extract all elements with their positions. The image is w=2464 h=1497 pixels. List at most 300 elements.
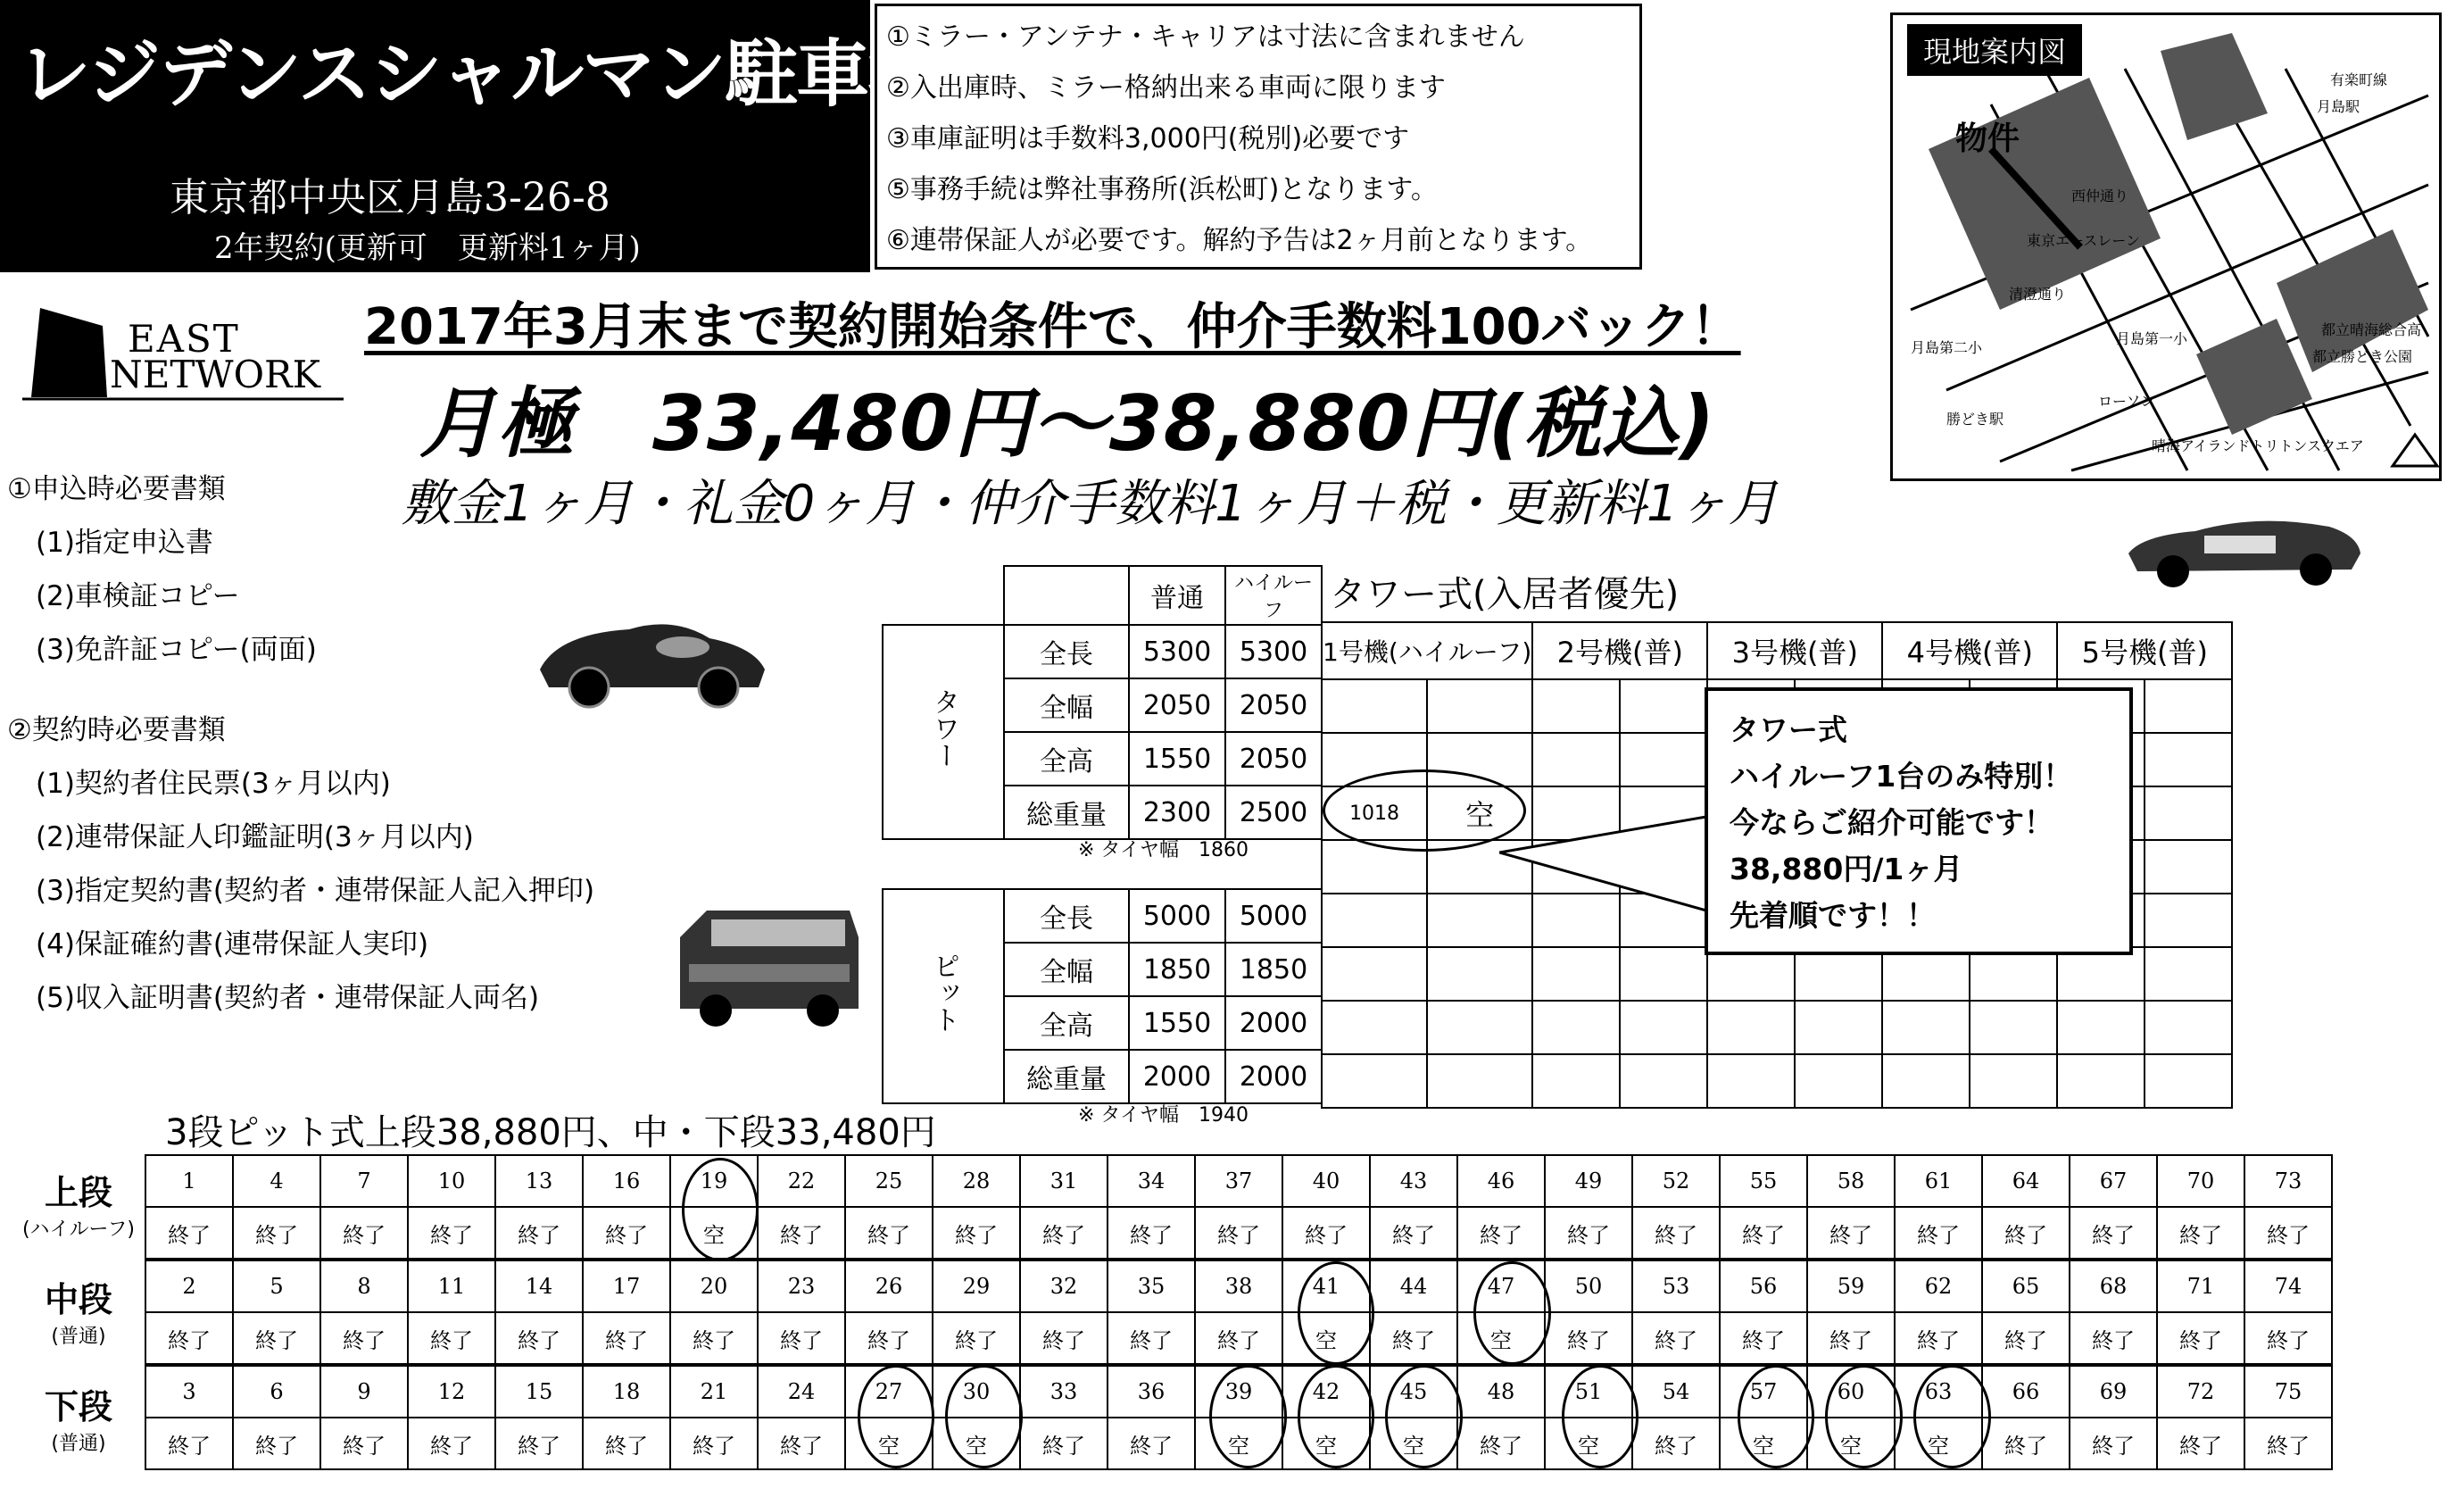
tower-spec-table xyxy=(882,565,1323,840)
pit-number-cell: 25 xyxy=(845,1155,933,1207)
pit-status-cell: 空 xyxy=(1545,1418,1632,1469)
pit-status-cell: 空 xyxy=(1370,1418,1457,1469)
tower-cell xyxy=(2145,1001,2232,1054)
pit-number-cell: 17 xyxy=(583,1260,670,1312)
pit-status-cell: 終了 xyxy=(1545,1312,1632,1365)
pit-title: 3段ピット式上段38,880円、中・下段33,480円 xyxy=(165,1112,936,1153)
pit-status-cell: 終了 xyxy=(1370,1312,1457,1365)
pit-status-cell: 空 xyxy=(1457,1312,1545,1365)
pit-status-cell: 終了 xyxy=(583,1207,670,1260)
tower-tire-note: ※ タイヤ幅 1860 xyxy=(1078,839,1249,861)
tower-cell xyxy=(1620,1001,1707,1054)
logo-text-east: EAST xyxy=(128,317,240,361)
pit-number-cell: 41 xyxy=(1282,1260,1370,1312)
doc-item: (2)連帯保証人印鑑証明(3ヶ月以内) xyxy=(36,821,474,853)
company-logo xyxy=(22,299,344,406)
pit-status-cell: 終了 xyxy=(233,1207,320,1260)
pit-number-cell: 53 xyxy=(1632,1260,1720,1312)
spec-label: 全幅 xyxy=(1004,678,1129,732)
vacant-highlight-circle xyxy=(1298,1261,1375,1365)
pit-number-cell: 6 xyxy=(233,1365,320,1418)
sports-car-image xyxy=(531,598,772,714)
pit-status-cell: 終了 xyxy=(408,1207,495,1260)
vacant-highlight-circle xyxy=(1562,1365,1639,1468)
callout-line: 38,880円/1ヶ月 xyxy=(1730,852,1963,886)
pit-status-cell: 終了 xyxy=(1632,1207,1720,1260)
pit-status-cell: 終了 xyxy=(1632,1418,1720,1469)
map-title: 現地案内図 xyxy=(1907,24,2082,76)
pit-number-cell: 56 xyxy=(1720,1260,1807,1312)
pit-number-cell: 46 xyxy=(1457,1155,1545,1207)
spec-value: 2300 xyxy=(1129,786,1225,839)
pit-status-cell: 終了 xyxy=(145,1312,233,1365)
van-image xyxy=(671,902,867,1035)
tower-cell xyxy=(1322,679,1427,733)
spec-value: 1850 xyxy=(1225,943,1322,996)
pit-number-cell: 11 xyxy=(408,1260,495,1312)
tower-cell xyxy=(1795,1001,1882,1054)
pit-status-cell: 終了 xyxy=(1457,1418,1545,1469)
map-label: 月島駅 xyxy=(2317,98,2360,115)
spec-value: 1850 xyxy=(1129,943,1225,996)
header-highroof: ハイルーフ xyxy=(1225,566,1322,625)
tower-cell xyxy=(1532,679,1620,733)
spec-value: 2050 xyxy=(1129,678,1225,732)
pit-number-cell: 37 xyxy=(1195,1155,1282,1207)
pit-status-cell: 終了 xyxy=(1457,1207,1545,1260)
application-docs-heading: ①申込時必要書類 xyxy=(7,473,226,505)
pit-number-cell: 18 xyxy=(583,1365,670,1418)
pit-status-cell: 終了 xyxy=(2070,1312,2157,1365)
pit-number-cell: 65 xyxy=(1982,1260,2070,1312)
doc-item: (2)車検証コピー xyxy=(36,580,240,612)
pit-status-cell: 終了 xyxy=(233,1312,320,1365)
title-block xyxy=(0,0,940,272)
vacant-highlight-circle xyxy=(1323,769,1526,852)
machine-header: 1号機(ハイルーフ) xyxy=(1322,622,1532,679)
notes-box xyxy=(875,4,1642,270)
pit-status-cell: 終了 xyxy=(2157,1312,2244,1365)
pit-status-cell: 終了 xyxy=(758,1207,845,1260)
pit-number-cell: 24 xyxy=(758,1365,845,1418)
pit-number-cell: 60 xyxy=(1807,1365,1895,1418)
spec-label: 全長 xyxy=(1004,625,1129,678)
spec-label: 総重量 xyxy=(1004,786,1129,839)
tower-cell xyxy=(1620,679,1707,733)
map-label: 月島第二小 xyxy=(1911,339,1983,356)
pit-status-cell: 終了 xyxy=(1895,1312,1982,1365)
tower-cell xyxy=(1795,1054,1882,1108)
pit-status-cell: 終了 xyxy=(758,1418,845,1469)
tower-cell xyxy=(1322,1001,1427,1054)
pit-status-cell: 空 xyxy=(845,1418,933,1469)
pit-status-cell: 空 xyxy=(1282,1418,1370,1469)
pit-status-cell: 空 xyxy=(670,1207,758,1260)
pit-status-cell: 終了 xyxy=(1720,1207,1807,1260)
tower-cell xyxy=(1322,1054,1427,1108)
callout-line: 今ならご紹介可能です！ xyxy=(1730,805,2053,840)
logo-text-network: NETWORK xyxy=(110,353,321,396)
pit-status-cell: 終了 xyxy=(583,1312,670,1365)
pit-number-cell: 32 xyxy=(1020,1260,1108,1312)
pit-number-cell: 38 xyxy=(1195,1260,1282,1312)
map-label: 月島第一小 xyxy=(2116,330,2188,347)
pit-status-cell: 終了 xyxy=(2157,1418,2244,1469)
spec-value: 5000 xyxy=(1129,889,1225,943)
pit-number-cell: 42 xyxy=(1282,1365,1370,1418)
pit-number-cell: 3 xyxy=(145,1365,233,1418)
pit-number-cell: 52 xyxy=(1632,1155,1720,1207)
pit-number-cell: 26 xyxy=(845,1260,933,1312)
vacant-highlight-circle xyxy=(1209,1365,1287,1468)
tower-cell xyxy=(2145,840,2232,894)
map-label: 都立勝どき公園 xyxy=(2312,348,2413,365)
tower-cell xyxy=(1620,1054,1707,1108)
pit-number-cell: 16 xyxy=(583,1155,670,1207)
pit-number-cell: 69 xyxy=(2070,1365,2157,1418)
pit-status-cell: 終了 xyxy=(2244,1312,2332,1365)
pit-status-cell: 終了 xyxy=(1982,1207,2070,1260)
pit-status-cell: 終了 xyxy=(933,1312,1020,1365)
pit-status-cell: 終了 xyxy=(1020,1418,1108,1469)
pit-status-cell: 終了 xyxy=(1807,1207,1895,1260)
pit-status-cell: 終了 xyxy=(758,1312,845,1365)
pit-status-cell: 終了 xyxy=(1370,1207,1457,1260)
pit-number-cell: 36 xyxy=(1108,1365,1195,1418)
callout-line: 先着順です！！ xyxy=(1730,898,1936,933)
vacant-unit-number: 1018 xyxy=(1322,786,1427,840)
pit-status-cell: 終了 xyxy=(845,1312,933,1365)
vacant-highlight-circle xyxy=(1913,1365,1991,1468)
spec-label: 全高 xyxy=(1004,996,1129,1050)
pit-status-cell: 終了 xyxy=(2157,1207,2244,1260)
spec-value: 2500 xyxy=(1225,786,1322,839)
tower-cell xyxy=(2145,894,2232,947)
address: 東京都中央区月島3-26-8 xyxy=(170,175,610,220)
tower-cell xyxy=(1882,947,1970,1001)
tower-cell xyxy=(1620,947,1707,1001)
pit-status-cell: 終了 xyxy=(408,1312,495,1365)
header-normal: 普通 xyxy=(1129,566,1225,625)
tower-cell xyxy=(2145,786,2232,840)
tower-cell xyxy=(1970,1054,2057,1108)
pit-number-cell: 64 xyxy=(1982,1155,2070,1207)
pit-number-cell: 33 xyxy=(1020,1365,1108,1418)
vacant-highlight-circle xyxy=(1385,1365,1463,1468)
doc-item: (4)保証確約書(連帯保証人実印) xyxy=(36,928,429,961)
map-label: ローソン xyxy=(2098,393,2155,410)
tower-cell xyxy=(1532,1054,1620,1108)
pit-number-cell: 21 xyxy=(670,1365,758,1418)
pit-status-cell: 終了 xyxy=(408,1418,495,1469)
tower-cell xyxy=(1427,1001,1532,1054)
fee-terms: 敷金1ヶ月・礼金0ヶ月・仲介手数料1ヶ月＋税・更新料1ヶ月 xyxy=(402,475,1779,533)
pit-number-cell: 20 xyxy=(670,1260,758,1312)
pit-status-cell: 終了 xyxy=(320,1418,408,1469)
pit-status-cell: 終了 xyxy=(1108,1418,1195,1469)
tower-cell xyxy=(1882,1001,1970,1054)
pit-status-cell: 終了 xyxy=(1020,1207,1108,1260)
pit-number-cell: 55 xyxy=(1720,1155,1807,1207)
pit-number-cell: 71 xyxy=(2157,1260,2244,1312)
map-label: 西仲通り xyxy=(2071,187,2129,204)
pit-number-cell: 67 xyxy=(2070,1155,2157,1207)
spec-label: 全長 xyxy=(1004,889,1129,943)
callout-pointer xyxy=(1499,786,1713,928)
doc-item: (3)免許証コピー(両面) xyxy=(36,634,317,666)
spec-label: 全幅 xyxy=(1004,943,1129,996)
vacant-highlight-circle xyxy=(682,1158,759,1261)
pit-status-cell: 空 xyxy=(1807,1418,1895,1469)
spec-value: 5300 xyxy=(1225,625,1322,678)
pit-status-cell: 空 xyxy=(933,1418,1020,1469)
pit-number-cell: 19 xyxy=(670,1155,758,1207)
spec-value: 2000 xyxy=(1129,1050,1225,1103)
pit-status-cell: 終了 xyxy=(1982,1418,2070,1469)
tower-cell xyxy=(1707,947,1795,1001)
doc-item: (3)指定契約書(契約者・連帯保証人記入押印) xyxy=(36,875,595,907)
row-label-upper: 上段 (ハイルーフ) xyxy=(21,1173,136,1241)
pit-status-cell: 終了 xyxy=(1195,1207,1282,1260)
pit-number-cell: 75 xyxy=(2244,1365,2332,1418)
pit-number-cell: 13 xyxy=(495,1155,583,1207)
pit-number-cell: 1 xyxy=(145,1155,233,1207)
pit-number-cell: 58 xyxy=(1807,1155,1895,1207)
tower-cell xyxy=(1322,894,1427,947)
pit-status-cell: 終了 xyxy=(1720,1312,1807,1365)
pit-number-cell: 47 xyxy=(1457,1260,1545,1312)
spec-value: 2050 xyxy=(1225,732,1322,786)
pit-number-cell: 23 xyxy=(758,1260,845,1312)
pit-status-cell: 終了 xyxy=(2070,1207,2157,1260)
pit-number-cell: 50 xyxy=(1545,1260,1632,1312)
map-label: 東京エースレーン xyxy=(2027,232,2140,249)
pit-number-cell: 74 xyxy=(2244,1260,2332,1312)
row-label-lower: 下段 (普通) xyxy=(44,1387,112,1455)
pit-group-label: ピット xyxy=(883,889,1004,1103)
pit-number-cell: 43 xyxy=(1370,1155,1457,1207)
pit-number-cell: 5 xyxy=(233,1260,320,1312)
pit-status-cell: 終了 xyxy=(495,1418,583,1469)
vacant-highlight-circle xyxy=(945,1365,1023,1468)
pit-number-cell: 48 xyxy=(1457,1365,1545,1418)
pit-status-cell: 終了 xyxy=(495,1312,583,1365)
page-title: レジデンスシャルマン駐車場 xyxy=(18,32,940,117)
callout-line: ハイルーフ1台のみ特別！ xyxy=(1730,759,2073,794)
machine-header: 4号機(普) xyxy=(1882,622,2057,679)
pit-status-cell: 終了 xyxy=(1807,1312,1895,1365)
tower-cell xyxy=(2057,1001,2145,1054)
tower-cell xyxy=(1427,947,1532,1001)
pit-number-cell: 8 xyxy=(320,1260,408,1312)
doc-item: (1)指定申込書 xyxy=(36,527,213,559)
pit-number-cell: 7 xyxy=(320,1155,408,1207)
pit-status-cell: 空 xyxy=(1895,1418,1982,1469)
vacant-highlight-circle xyxy=(1825,1365,1903,1468)
pit-status-cell: 終了 xyxy=(1020,1312,1108,1365)
pit-number-cell: 27 xyxy=(845,1365,933,1418)
property-label: 物件 xyxy=(1955,121,2020,157)
spec-label: 総重量 xyxy=(1004,1050,1129,1103)
tower-cell xyxy=(2145,1054,2232,1108)
map-label: 勝どき駅 xyxy=(1946,411,2004,428)
tower-cell xyxy=(1707,1054,1795,1108)
vacant-highlight-circle xyxy=(1298,1365,1375,1468)
spec-value: 1550 xyxy=(1129,732,1225,786)
row-label-middle: 中段 (普通) xyxy=(44,1280,112,1348)
pit-status-cell: 終了 xyxy=(320,1312,408,1365)
pit-status-cell: 終了 xyxy=(1108,1312,1195,1365)
pit-status-cell: 終了 xyxy=(1545,1207,1632,1260)
pit-status-cell: 空 xyxy=(1282,1312,1370,1365)
pit-tire-note: ※ タイヤ幅 1940 xyxy=(1078,1104,1249,1127)
pit-number-cell: 51 xyxy=(1545,1365,1632,1418)
pit-number-cell: 34 xyxy=(1108,1155,1195,1207)
pit-number-cell: 73 xyxy=(2244,1155,2332,1207)
pit-number-cell: 49 xyxy=(1545,1155,1632,1207)
pit-number-cell: 62 xyxy=(1895,1260,1982,1312)
pit-status-cell: 終了 xyxy=(145,1418,233,1469)
pit-status-cell: 終了 xyxy=(320,1207,408,1260)
pit-number-cell: 10 xyxy=(408,1155,495,1207)
doc-item: (1)契約者住民票(3ヶ月以内) xyxy=(36,768,391,800)
tower-cell xyxy=(2145,733,2232,786)
map-label: 有楽町線 xyxy=(2330,71,2388,88)
vacant-highlight-circle xyxy=(858,1365,935,1468)
tower-cell xyxy=(1532,733,1620,786)
tower-cell xyxy=(1795,947,1882,1001)
pit-number-cell: 4 xyxy=(233,1155,320,1207)
pit-status-cell: 終了 xyxy=(583,1418,670,1469)
tower-cell xyxy=(2057,1054,2145,1108)
pit-status-cell: 終了 xyxy=(2244,1207,2332,1260)
doc-item: (5)収入証明書(契約者・連帯保証人両名) xyxy=(36,982,540,1014)
spec-value: 2050 xyxy=(1225,678,1322,732)
promo-callout xyxy=(1705,687,2133,955)
spec-label: 全高 xyxy=(1004,732,1129,786)
pit-number-cell: 59 xyxy=(1807,1260,1895,1312)
pit-number-cell: 63 xyxy=(1895,1365,1982,1418)
pit-status-cell: 終了 xyxy=(145,1207,233,1260)
machine-header: 5号機(普) xyxy=(2057,622,2232,679)
machine-header: 3号機(普) xyxy=(1707,622,1882,679)
tower-cell xyxy=(1532,947,1620,1001)
pit-number-cell: 12 xyxy=(408,1365,495,1418)
pit-number-cell: 61 xyxy=(1895,1155,1982,1207)
pit-number-cell: 68 xyxy=(2070,1260,2157,1312)
tower-cell xyxy=(1970,1001,2057,1054)
contract-docs-heading: ②契約時必要書類 xyxy=(7,714,226,746)
pit-number-cell: 14 xyxy=(495,1260,583,1312)
note-item: ③車庫証明は手数料3,000円(税別)必要です xyxy=(886,123,1410,154)
pit-status-cell: 空 xyxy=(1720,1418,1807,1469)
spec-value: 5300 xyxy=(1129,625,1225,678)
pit-status-cell: 終了 xyxy=(670,1312,758,1365)
tower-title: タワー式(入居者優先) xyxy=(1330,574,1680,615)
pit-spec-table xyxy=(882,888,1323,1104)
map-label: 清澄通り xyxy=(2009,286,2067,303)
pit-status-cell: 終了 xyxy=(495,1207,583,1260)
pit-number-cell: 44 xyxy=(1370,1260,1457,1312)
pit-number-cell: 2 xyxy=(145,1260,233,1312)
note-item: ⑤事務手続は弊社事務所(浜松町)となります。 xyxy=(886,174,1438,205)
pit-number-cell: 39 xyxy=(1195,1365,1282,1418)
pit-status-cell: 終了 xyxy=(1195,1312,1282,1365)
spec-value: 2000 xyxy=(1225,1050,1322,1103)
tower-cell xyxy=(1427,679,1532,733)
pit-number-cell: 15 xyxy=(495,1365,583,1418)
pit-status-cell: 終了 xyxy=(670,1418,758,1469)
tower-cell xyxy=(1707,1001,1795,1054)
map-label: 都立晴海総合高 xyxy=(2321,321,2422,338)
note-item: ②入出庫時、ミラー格納出来る車両に限ります xyxy=(886,72,1446,104)
tower-cell xyxy=(2145,947,2232,1001)
pit-number-cell: 70 xyxy=(2157,1155,2244,1207)
pit-number-cell: 29 xyxy=(933,1260,1020,1312)
pit-number-cell: 40 xyxy=(1282,1155,1370,1207)
pit-status-cell: 終了 xyxy=(2070,1418,2157,1469)
tower-cell xyxy=(1970,947,2057,1001)
pit-status-cell: 終了 xyxy=(1108,1207,1195,1260)
tower-cell xyxy=(2057,947,2145,1001)
pit-number-cell: 35 xyxy=(1108,1260,1195,1312)
pit-status-cell: 空 xyxy=(1195,1418,1282,1469)
tower-cell xyxy=(1427,1054,1532,1108)
pit-number-cell: 9 xyxy=(320,1365,408,1418)
pit-number-cell: 22 xyxy=(758,1155,845,1207)
pit-status-cell: 終了 xyxy=(1895,1207,1982,1260)
pit-status-cell: 終了 xyxy=(933,1207,1020,1260)
callout-line: タワー式 xyxy=(1730,712,1847,747)
pit-number-cell: 30 xyxy=(933,1365,1020,1418)
pit-number-cell: 28 xyxy=(933,1155,1020,1207)
vacant-unit-status: 空 xyxy=(1427,786,1532,840)
vacant-highlight-circle xyxy=(1738,1365,1815,1468)
pit-status-cell: 終了 xyxy=(1282,1207,1370,1260)
tower-cell xyxy=(2145,679,2232,733)
tower-group-label: タワー xyxy=(883,625,1004,839)
campaign-banner: 2017年3月末まで契約開始条件で、仲介手数料100バック！ xyxy=(364,298,1741,356)
spec-value: 5000 xyxy=(1225,889,1322,943)
pit-number-cell: 45 xyxy=(1370,1365,1457,1418)
pit-number-cell: 66 xyxy=(1982,1365,2070,1418)
note-item: ①ミラー・アンテナ・キャリアは寸法に含まれません xyxy=(886,21,1525,53)
machine-header: 2号機(普) xyxy=(1532,622,1707,679)
pit-number-cell: 54 xyxy=(1632,1365,1720,1418)
tower-cell xyxy=(1322,947,1427,1001)
pit-number-cell: 57 xyxy=(1720,1365,1807,1418)
vacant-highlight-circle xyxy=(1473,1261,1551,1365)
spec-value: 1550 xyxy=(1129,996,1225,1050)
tower-cell xyxy=(1882,1054,1970,1108)
monthly-price: 月極 33,480円～38,880円(税込) xyxy=(419,379,1716,469)
pit-status-cell: 終了 xyxy=(1982,1312,2070,1365)
tower-cell xyxy=(1620,733,1707,786)
pit-status-cell: 終了 xyxy=(233,1418,320,1469)
pit-status-cell: 終了 xyxy=(845,1207,933,1260)
pit-status-cell: 終了 xyxy=(2244,1418,2332,1469)
pit-status-cell: 終了 xyxy=(1632,1312,1720,1365)
note-item: ⑥連帯保証人が必要です。解約予告は2ヶ月前となります。 xyxy=(886,225,1593,256)
pit-number-cell: 31 xyxy=(1020,1155,1108,1207)
spec-value: 2000 xyxy=(1225,996,1322,1050)
map-label: 晴海アイランドトリトンスクエア xyxy=(2152,437,2364,454)
convertible-car-image xyxy=(2124,500,2365,598)
location-map xyxy=(1890,12,2442,481)
tower-cell xyxy=(1532,1001,1620,1054)
contract-terms: 2年契約(更新可 更新料1ヶ月) xyxy=(214,230,641,266)
pit-number-cell: 72 xyxy=(2157,1365,2244,1418)
